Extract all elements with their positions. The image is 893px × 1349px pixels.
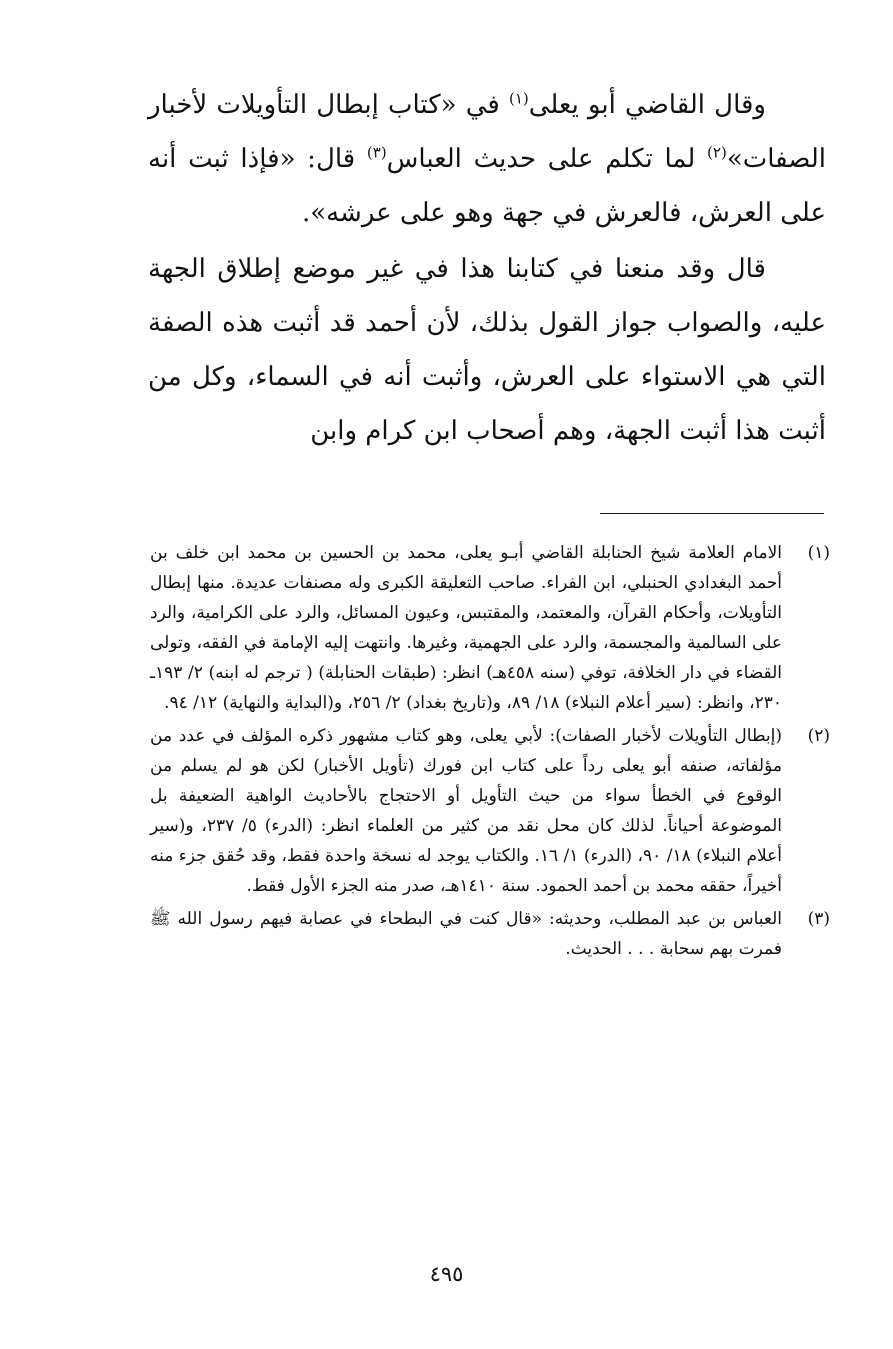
footnote-text: العباس بن عبد المطلب، وحديثه: «قال كنت في البطحاء في عصابة فيهم رسول الله ﷺ فمرت بهم سحابة . . . الحديث. xyxy=(150,909,782,959)
paragraph-1-text-3: لما تكلم على حديث العباس xyxy=(386,144,708,174)
footnote-number: (٢) xyxy=(807,726,830,746)
paragraph-2 xyxy=(148,242,826,458)
paragraph-1-text-4: قال: «فإذا ثبت أنه على العرش، فالعرش في جهة وهو على عرشه». xyxy=(148,144,826,228)
paragraph-1-text-1: وقال القاضي أبو يعلى xyxy=(528,90,766,120)
footnote-number: (١) xyxy=(807,543,830,563)
paragraph-1 xyxy=(148,78,826,240)
footnote-text: الامام العلامة شيخ الحنابلة القاضي أبـو يعلى، محمد بن الحسين بن محمد ابن خلف بن أحمد البغدادي الحنبلي، ابن الفراء. صاحب التعليقة الكبرى وله مصنفات عديدة. منها إبطال التأويلات، وأحكام القرآن، والمعتمد، والمقتبس، وعيون المسائل، والرد على الكرامية، والرد على السالمية والمجسمة، والرد على الجهمية، وغيرها. وانتهت إليه الإمامة في الفقه، وتولى القضاء في دار الخلافة، توفي (سنه ٤٥٨هـ) انظر: (طبقات الحنابلة) ( ترجم له ابنه) ٢/ ١٩٣ـ ٢٣٠، وانظر: (سير أعلام النبلاء) ١٨/ ٨٩، و(تاريخ بغداد) ٢/ ٢٥٦، و(البداية والنهاية) ١٢/ ٩٤. xyxy=(150,543,782,713)
footnotes xyxy=(150,538,830,964)
page-number: ٤٩٥ xyxy=(429,1262,464,1286)
footnote-text: (إبطال التأويلات لأخبار الصفات): لأبي يعلى، وهو كتاب مشهور ذكره المؤلف في عدد من مؤلفاته، صنفه أبو يعلى رداً على كتاب ابن فورك (تأويل الأخبار) لكن هو لم يسلم من الوقوع في الخطأ سواء من حيث التأويل أو الاحتجاج بالأحاديث الواهية الضعيفة بل الموضوعة أحياناً. لذلك كان محل نقد من كثير من العلماء انظر: (الدرء) ٥/ ٢٣٧، و(سير أعلام النبلاء) ١٨/ ٩٠، (الدرء) ١/ ١٦. والكتاب يوجد له نسخة واحدة فقط، وقد حُقق جزء منه أخيراً، حققه محمد بن أحمد الحمود. سنة ١٤١٠هـ، صدر منه الجزء الأول فقط. xyxy=(150,726,782,896)
footnote-ref-1[interactable]: (١) xyxy=(508,89,529,108)
paragraph-2-text: قال وقد منعنا في كتابنا هذا في غير موضع إطلاق الجهة عليه، والصواب جواز القول بذلك، لأن أحمد قد أثبت هذه الصفة التي هي الاستواء على العرش، وأثبت أنه في السماء، وكل من أثبت هذا أثبت الجهة، وهم أصحاب ابن كرام وابن xyxy=(148,254,826,446)
paragraph-1-text-2: في «كتاب إبطال التأويلات لأخبار الصفات» xyxy=(148,90,826,174)
footnote-ref-2[interactable]: (٢) xyxy=(707,143,727,162)
footnote-separator xyxy=(600,513,824,514)
main-text xyxy=(148,78,826,458)
footnote-number: (٣) xyxy=(807,909,830,929)
footnote-2 xyxy=(150,721,830,901)
footnote-3 xyxy=(150,904,830,964)
footnote-1 xyxy=(150,538,830,718)
footnote-ref-3[interactable]: (٣) xyxy=(366,143,387,162)
